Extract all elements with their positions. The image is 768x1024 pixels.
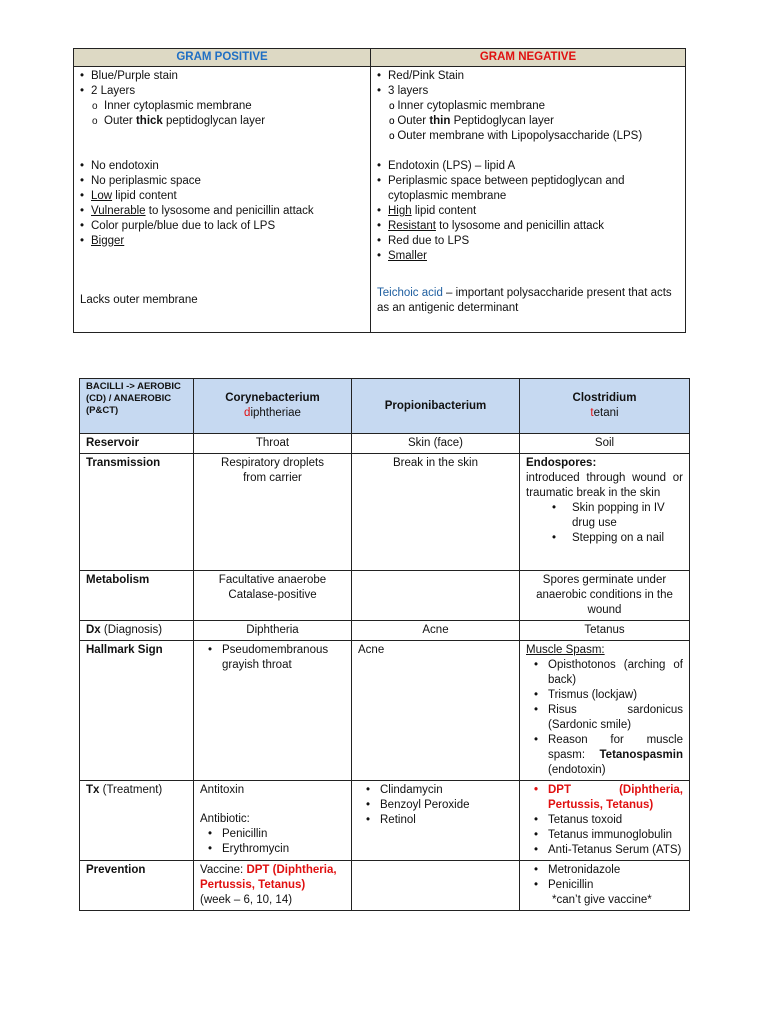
table-cell: Soil [520,434,690,454]
list-item: • Red/Pink Stain [377,69,679,84]
table-cell [352,571,520,621]
list-item: • Metronidazole [526,863,683,878]
lacks-outer-membrane-text: Lacks outer membrane [80,294,198,306]
table-cell: Spores germinate under anaerobic conditions in the wound [520,571,690,621]
table-cell [520,781,690,861]
dx-row [80,621,690,641]
dx-label: Dx (Diagnosis) [80,621,194,641]
gram-negative-list-2 [377,159,679,264]
table-cell: Skin (face) [352,434,520,454]
table-cell: Acne [352,641,520,781]
hallmark-row [80,641,690,781]
prevention-label: Prevention [80,861,194,911]
list-item: • Smaller [377,249,679,264]
table-cell: Vaccine: DPT (Diphtheria, Pertussis, Tetanus) (week – 6, 10, 14) [194,861,352,911]
tetanus-treatment-list [526,783,683,858]
list-item: • Blue/Purple stain [80,69,364,84]
bacilli-corner-header: BACILLI -> AEROBIC (CD) / ANAEROBIC (P&CT) [80,379,194,434]
list-item: • Retinol [358,813,513,828]
list-item: • Reason for muscle spasm: Tetanospasmin (endotoxin) [526,733,683,778]
gram-table-body-row [74,67,686,333]
list-item: • Color purple/blue due to lack of LPS [80,219,364,234]
list-item: • DPT (Diphtheria, Pertussis, Tetanus) [526,783,683,813]
list-item: • Bigger [80,234,364,249]
list-item: • Low lipid content [80,189,364,204]
reservoir-row [80,434,690,454]
table-cell: Break in the skin [352,454,520,571]
teichoic-acid-note: Teichoic acid – important polysaccharide present that acts as an antigenic determinant [377,287,672,314]
transmission-row [80,454,690,571]
table-cell: Throat [194,434,352,454]
table-cell: Facultative anaerobe Catalase-positive [194,571,352,621]
table-cell: Respiratory droplets from carrier [194,454,352,571]
tx-row [80,781,690,861]
list-item: • Skin popping in IV drug use [546,501,683,531]
list-item: • High lipid content [377,204,679,219]
header-propionibacterium: Propionibacterium [352,379,520,434]
table-cell [352,781,520,861]
gram-positive-header: GRAM POSITIVE [74,49,371,67]
list-item: • Vulnerable to lysosome and penicillin attack [80,204,364,219]
table-cell: Acne [352,621,520,641]
table-cell: Muscle Spasm: • Opisthotonos (arching of back) • Trismus (lockjaw) • Risus sardonicus (Sardonic smile) • Reason for muscle spasm: Tetanospasmin (endotoxin) [520,641,690,781]
header-clostridium: Clostridium tetani [520,379,690,434]
hallmark-label: Hallmark Sign [80,641,194,781]
gram-positive-list-2 [80,159,364,249]
table-cell [194,641,352,781]
list-item: • Stepping on a nail [546,531,683,546]
hallmark-list-1 [200,643,345,673]
list-item: • Red due to LPS [377,234,679,249]
list-item: • Periplasmic space between peptidoglycan and cytoplasmic membrane [377,174,679,204]
metabolism-row [80,571,690,621]
list-item: • Anti-Tetanus Serum (ATS) [526,843,683,858]
list-item: • Penicillin [526,878,683,893]
gram-negative-cell [371,67,686,333]
list-item: • Penicillin [200,827,345,842]
table-cell: Antitoxin Antibiotic: • Penicillin • Erythromycin [194,781,352,861]
gram-comparison-table [73,48,686,333]
list-item: o Inner cytoplasmic membrane [80,99,364,114]
list-item: • Opisthotonos (arching of back) [526,658,683,688]
transmission-label: Transmission [80,454,194,571]
list-item: • No endotoxin [80,159,364,174]
list-item: • 2 Layers [80,84,364,99]
table-cell [352,861,520,911]
list-item: • Risus sardonicus (Sardonic smile) [526,703,683,733]
prevention-list [526,863,683,893]
bacilli-header-row [80,379,690,434]
gram-negative-header: GRAM NEGATIVE [371,49,686,67]
tx-label: Tx (Treatment) [80,781,194,861]
table-cell: Tetanus [520,621,690,641]
metabolism-label: Metabolism [80,571,194,621]
gram-table-header-row [74,49,686,67]
list-item: • Resistant to lysosome and penicillin attack [377,219,679,234]
list-item: • No periplasmic space [80,174,364,189]
list-item: • Erythromycin [200,842,345,857]
list-item: • Benzoyl Peroxide [358,798,513,813]
gram-positive-cell [74,67,371,333]
list-item: o o Outer membrane with Lipopolysaccharide (LPS) [377,129,679,144]
hallmark-list-3 [526,658,683,778]
list-item: o Outer thick peptidoglycan layer [80,114,364,129]
table-cell [520,861,690,911]
acne-treatment-list [358,783,513,828]
gram-positive-list-1 [80,69,364,129]
list-item: o o Inner cytoplasmic membrane [377,99,679,114]
table-cell: Diphtheria [194,621,352,641]
list-item: • Tetanus immunoglobulin [526,828,683,843]
gram-negative-list-1 [377,69,679,144]
table-cell: Endospores: introduced through wound or traumatic break in the skin • Skin popping in IV drug use • Stepping on a nail [520,454,690,571]
list-item: o o Outer thin Peptidoglycan layer [377,114,679,129]
list-item: • Tetanus toxoid [526,813,683,828]
header-corynebacterium: Corynebacterium diphtheriae [194,379,352,434]
bacilli-table [79,378,690,911]
list-item: • Pseudomembranous grayish throat [200,643,345,673]
prevention-row [80,861,690,911]
transmission-list [526,501,683,546]
antibiotic-list [200,827,345,857]
list-item: • Endotoxin (LPS) – lipid A [377,159,679,174]
list-item: • Clindamycin [358,783,513,798]
reservoir-label: Reservoir [80,434,194,454]
list-item: • 3 layers [377,84,679,99]
list-item: • Trismus (lockjaw) [526,688,683,703]
vaccine-note: *can’t give vaccine* [552,894,652,906]
